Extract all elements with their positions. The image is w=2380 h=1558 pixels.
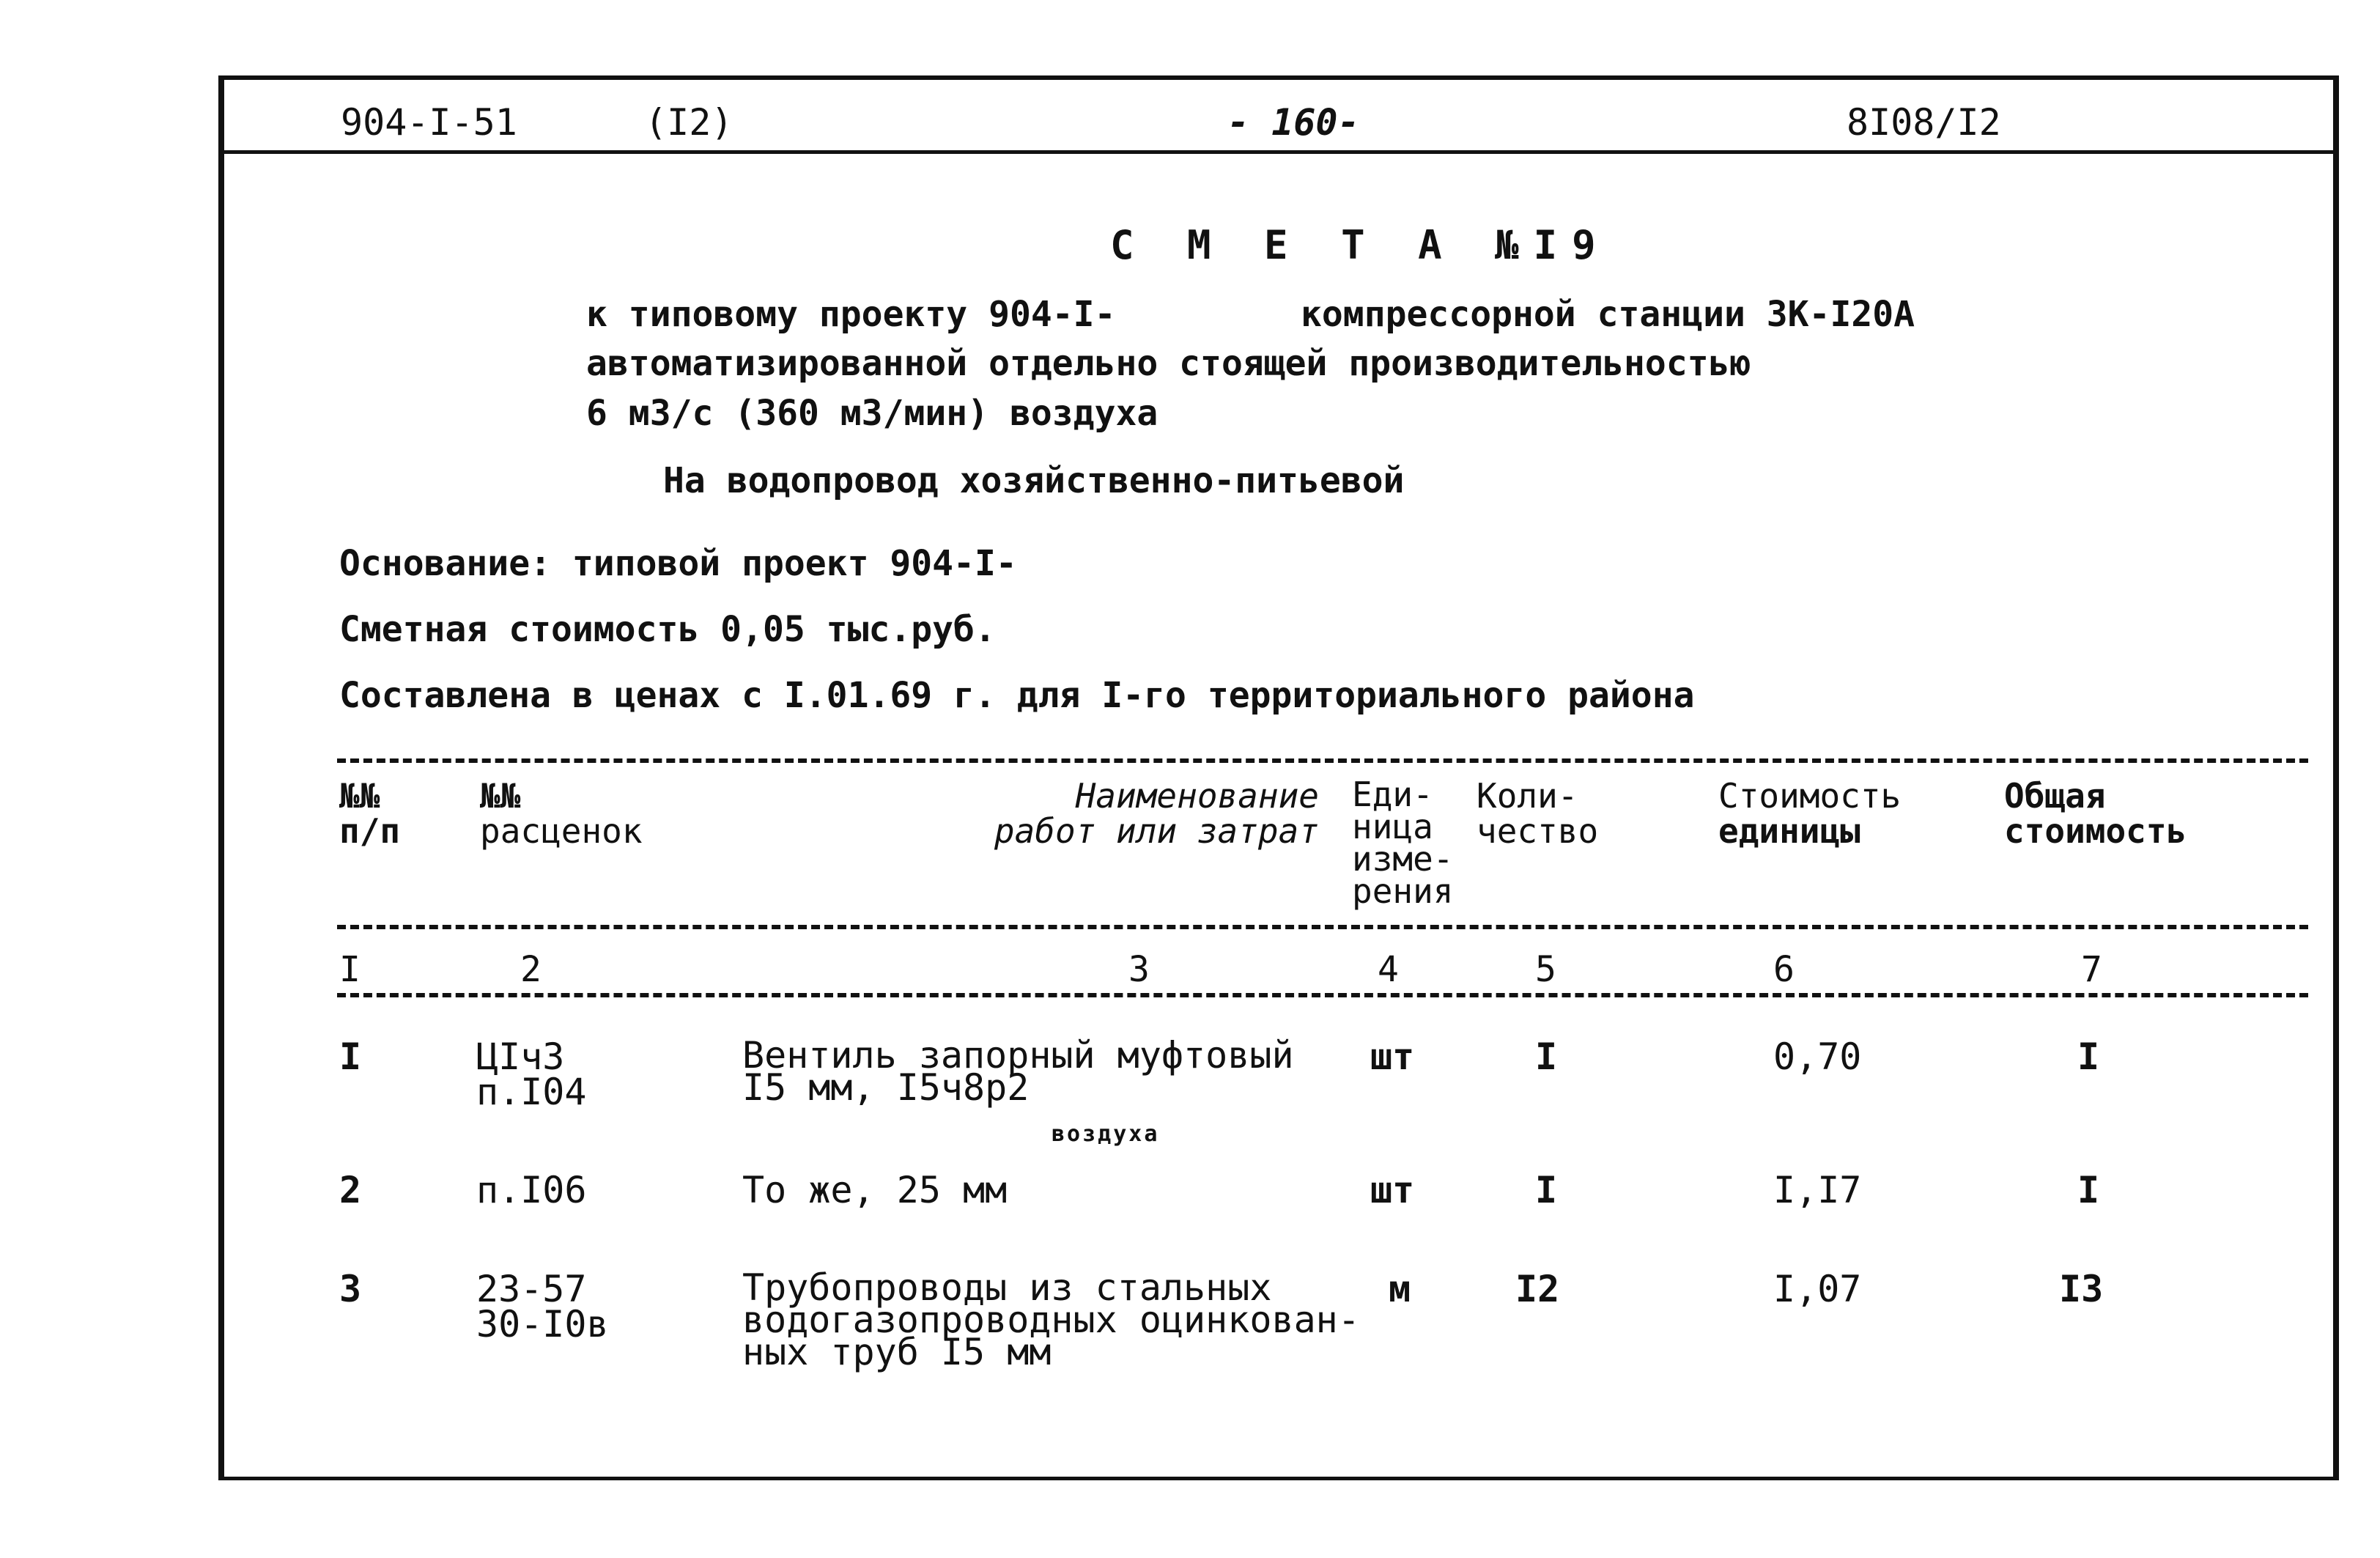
- unit-cost: 0,70: [1773, 1035, 1862, 1078]
- header-rule: [224, 150, 2336, 154]
- handwritten-note: воздуха: [1052, 1121, 1160, 1147]
- unit: м: [1389, 1268, 1411, 1310]
- estimated-cost-line: Сметная стоимость 0,05 тыс.руб.: [339, 609, 996, 650]
- row-number: I: [339, 1035, 362, 1078]
- header-work-name: Наименование работ или затрат: [994, 776, 1319, 851]
- unit-cost: I,I7: [1773, 1169, 1862, 1211]
- project-line-2: автоматизированной отдельно стоящей производительностью: [586, 343, 1751, 384]
- column-number-6: 6: [1773, 949, 1795, 990]
- row-number: 3: [339, 1268, 362, 1310]
- column-number-5: 5: [1535, 949, 1556, 990]
- rate-code: п.I06: [476, 1169, 587, 1211]
- basis-line: Основание: типовой проект 904-I-: [339, 543, 1017, 584]
- page-number: - 160-: [1227, 101, 1360, 144]
- row-number: 2: [339, 1169, 362, 1211]
- page-title: С М Е Т А №I9: [1110, 222, 1611, 268]
- table-colnum-rule: [337, 993, 2308, 997]
- unit: шт: [1370, 1035, 1415, 1078]
- total-cost: I3: [2059, 1268, 2104, 1310]
- header-row-number: №№ п/п: [339, 776, 401, 851]
- quantity: I2: [1515, 1268, 1560, 1310]
- quantity: I: [1535, 1035, 1558, 1078]
- table-header-rule: [337, 925, 2308, 929]
- column-number-3: 3: [1128, 949, 1150, 990]
- total-cost: I: [2077, 1169, 2100, 1211]
- prices-line: Составлена в ценах с I.01.69 г. для I-го территориального района: [339, 675, 1695, 716]
- column-number-4: 4: [1378, 949, 1399, 990]
- header-quantity: Коли- чество: [1477, 776, 1599, 851]
- work-name: То же, 25 мм: [742, 1169, 1008, 1211]
- sheet-code: 8I08/I2: [1847, 101, 2001, 144]
- header-unit: Еди- ница изме- рения: [1352, 775, 1454, 911]
- header-rate-number: №№ расценок: [480, 776, 643, 851]
- column-number-1: I: [339, 949, 361, 990]
- rate-code: ЦIч3 п.I04: [476, 1035, 587, 1113]
- project-line-right: компрессорной станции 3К-I20А: [1301, 294, 1915, 335]
- quantity: I: [1535, 1169, 1558, 1211]
- header-unit-cost: Стоимость единицы: [1718, 776, 1902, 851]
- project-line-3: 6 м3/с (360 м3/мин) воздуха: [586, 393, 1158, 434]
- unit: шт: [1370, 1169, 1415, 1211]
- column-number-7: 7: [2081, 949, 2102, 990]
- rate-code: 23-57 30-I0в: [476, 1268, 609, 1345]
- volume-number: (I2): [645, 101, 733, 144]
- work-name: Вентиль запорный муфтовый I5 мм, I5ч8р2: [742, 1034, 1294, 1109]
- unit-cost: I,07: [1773, 1268, 1862, 1310]
- table-top-rule: [337, 758, 2308, 763]
- project-line-left: к типовому проекту 904-I-: [586, 294, 1116, 335]
- header-total-cost: Общая стоимость: [2004, 776, 2187, 851]
- total-cost: I: [2077, 1035, 2100, 1078]
- document-code: 904-I-51: [341, 101, 517, 144]
- estimate-subject: На водопровод хозяйственно-питьевой: [663, 460, 1405, 501]
- column-number-2: 2: [520, 949, 542, 990]
- work-name: Трубопроводы из стальных водогазопроводных оцинкован- ных труб I5 мм: [742, 1266, 1360, 1373]
